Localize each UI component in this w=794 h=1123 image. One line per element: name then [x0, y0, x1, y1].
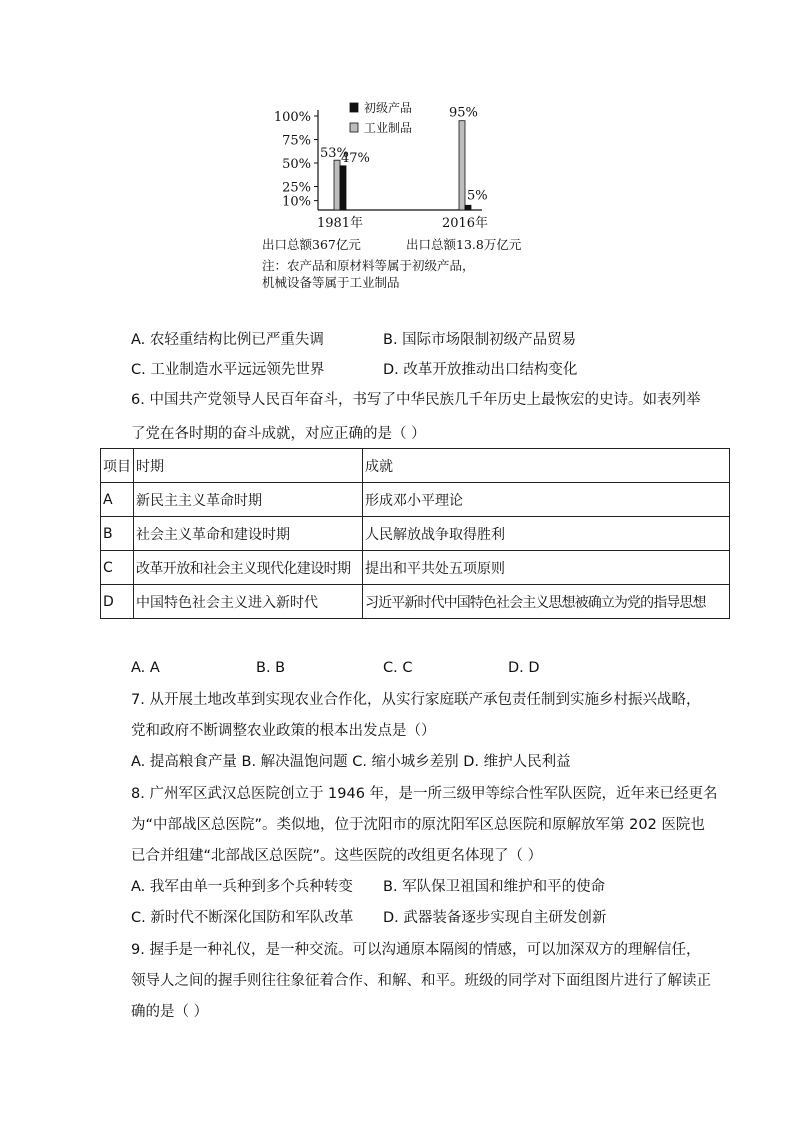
q8-stem-line2: 为“中部战区总医院”。类似地，位于沈阳市的原沈阳军区总医院和原解放军第 202 医院也 — [131, 817, 705, 833]
table-cell: C — [101, 551, 134, 585]
table-cell: 中国特色社会主义进入新时代 — [134, 585, 363, 619]
q6-stem-line1: 6. 中国共产党领导人民百年奋斗，书写了中华民族几千年历史上最恢宏的史诗。如表列举 — [131, 392, 701, 408]
q5-option-b: B. 国际市场限制初级产品贸易 — [383, 332, 577, 348]
legend-label: 工业制品 — [364, 121, 413, 135]
table-cell: 人民解放战争取得胜利 — [363, 517, 730, 551]
q6-option-a: A. A — [131, 660, 160, 676]
q7-stem-line2: 党和政府不断调整农业政策的根本出发点是（） — [131, 723, 436, 739]
chart-note-line1: 注：农产品和原材料等属于初级产品， — [262, 258, 475, 273]
q6-option-b: B. B — [256, 660, 286, 676]
q8-option-d: D. 武器装备逐步实现自主研发创新 — [383, 910, 607, 926]
table-header-cell: 成就 — [363, 449, 730, 483]
q6-option-d: D. D — [508, 660, 540, 676]
table-cell: A — [101, 483, 134, 517]
data-label: 5% — [467, 188, 488, 204]
q8-stem-line1: 8. 广州军区武汉总医院创立于 1946 年，是一所三级甲等综合性军队医院，近年来已经更名 — [131, 786, 718, 802]
table-row — [101, 483, 730, 517]
q6-option-c: C. C — [383, 660, 413, 676]
legend-swatch — [350, 123, 358, 132]
bar-primary — [340, 166, 346, 210]
y-tick-label: 100% — [273, 110, 311, 125]
table-cell: 新民主主义革命时期 — [134, 483, 363, 517]
q5-option-c: C. 工业制造水平远远领先世界 — [131, 362, 325, 378]
x-category-label: 1981年 — [316, 216, 364, 231]
q8-option-a: A. 我军由单一兵种到多个兵种转变 — [131, 879, 353, 895]
achievements-table — [100, 448, 730, 619]
q9-stem-line2: 领导人之间的握手则往往象征着合作、和解、和平。班级的同学对下面组图片进行了解读正 — [131, 973, 711, 989]
export-structure-chart — [260, 98, 535, 290]
q8-option-c: C. 新时代不断深化国防和军队改革 — [131, 910, 354, 926]
table-cell: 习近平新时代中国特色社会主义思想被确立为党的指导思想 — [363, 585, 730, 619]
table-cell: D — [101, 585, 134, 619]
table-row — [101, 517, 730, 551]
legend-label: 初级产品 — [364, 101, 413, 115]
table-cell: 提出和平共处五项原则 — [363, 551, 730, 585]
table-header-cell: 项目 — [101, 449, 134, 483]
table-cell: 社会主义革命和建设时期 — [134, 517, 363, 551]
x-category-label: 2016年 — [441, 216, 489, 231]
export-total-2016: 出口总额13.8万亿元 — [406, 237, 522, 252]
data-label: 95% — [449, 105, 478, 121]
q8-option-b: B. 军队保卫祖国和维护和平的使命 — [383, 879, 606, 895]
q9-stem-line3: 确的是（ ） — [131, 1004, 209, 1020]
bar-primary — [465, 205, 471, 210]
data-label: 53% — [320, 146, 349, 162]
legend-swatch — [350, 103, 358, 112]
q6-stem-line2: 了党在各时期的奋斗成就，对应正确的是（ ） — [131, 426, 426, 442]
chart-svg — [260, 98, 535, 290]
table-header-cell: 时期 — [134, 449, 363, 483]
bar-manufactured — [459, 121, 465, 210]
table-header-row — [101, 449, 730, 483]
data-label: 47% — [341, 150, 370, 166]
y-tick-label: 25% — [282, 180, 311, 196]
table-cell: 形成邓小平理论 — [363, 483, 730, 517]
table-row — [101, 585, 730, 619]
q5-option-d: D. 改革开放推动出口结构变化 — [383, 362, 578, 378]
chart-note-line2: 机械设备等属于工业制品 — [262, 275, 400, 290]
q5-option-a: A. 农轻重结构比例已严重失调 — [131, 332, 324, 348]
q8-stem-line3: 已合并组建“北部战区总医院”。这些医院的改组更名体现了（ ） — [131, 848, 543, 864]
q9-stem-line1: 9. 握手是一种礼仪，是一种交流。可以沟通原本隔阂的情感，可以加深双方的理解信任， — [131, 942, 701, 958]
q7-options: A. 提高粮食产量 B. 解决温饱问题 C. 缩小城乡差别 D. 维护人民利益 — [131, 754, 571, 770]
y-tick-label: 10% — [282, 194, 311, 210]
y-tick-label: 75% — [282, 133, 311, 149]
table-row — [101, 551, 730, 585]
q7-stem-line1: 7. 从开展土地改革到实现农业合作化，从实行家庭联产承包责任制到实施乡村振兴战略， — [131, 692, 701, 708]
bar-manufactured — [334, 160, 340, 210]
table-cell: B — [101, 517, 134, 551]
export-total-1981: 出口总额367亿元 — [262, 237, 361, 252]
table-cell: 改革开放和社会主义现代化建设时期 — [134, 551, 363, 585]
y-tick-label: 50% — [282, 157, 311, 172]
